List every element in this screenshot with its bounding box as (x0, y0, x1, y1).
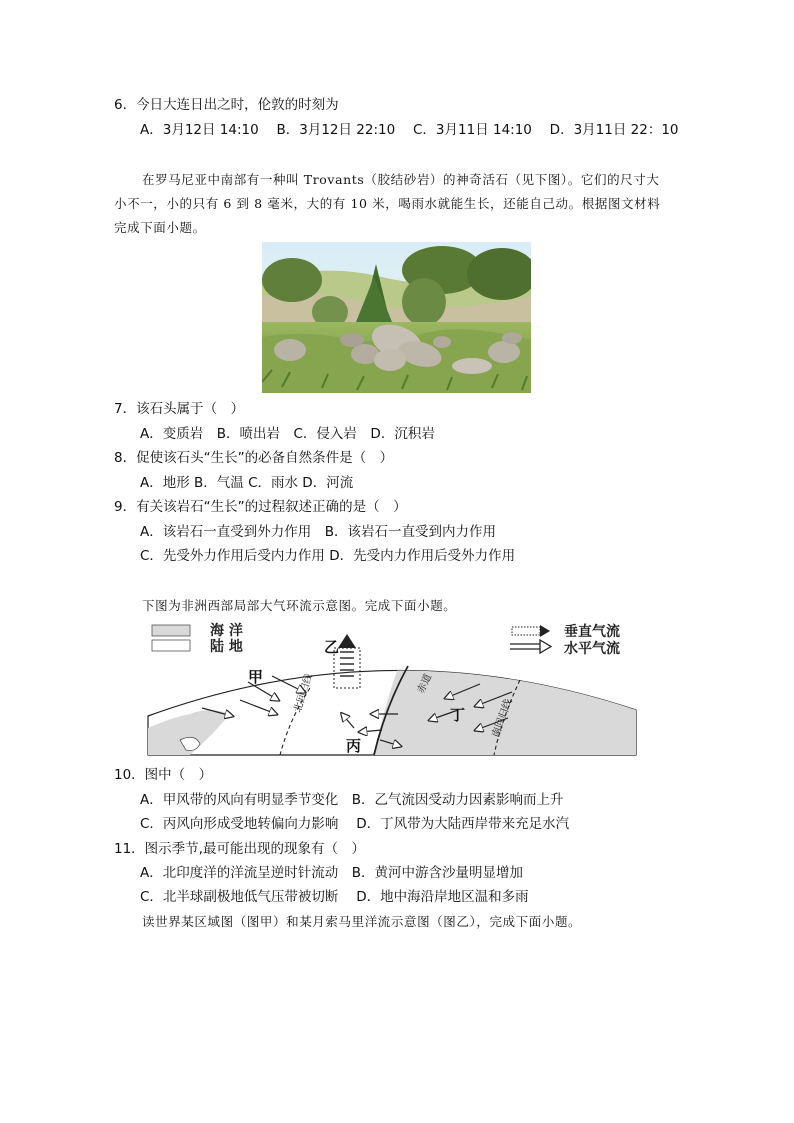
q6-stem: 6．今日大连日出之时，伦敦的时刻为 (114, 97, 339, 113)
trovants-rocks-photo (262, 242, 531, 393)
q10-options-line2: C．丙风向形成受地转偏向力影响 D．丁风带为大陆西岸带来充足水汽 (140, 816, 570, 832)
passage1-line2: 小不一，小的只有 6 到 8 毫米，大的有 10 米，喝雨水就能生长，还能自己动。根据图文材料 (114, 196, 661, 211)
q9-options-line2: C．先受外力作用后受内力作用 D．先受内力作用后受外力作用 (140, 548, 516, 564)
q7-options: A．变质岩 B．喷出岩 C．侵入岩 D．沉积岩 (140, 426, 435, 442)
legend-land-swatch (152, 640, 190, 651)
q8-options: A．地形 B．气温 C．雨水 D．河流 (140, 475, 354, 491)
vertical-airflow-legend-icon (512, 625, 550, 637)
equator-label: 赤道 (415, 672, 435, 696)
legend (152, 622, 620, 657)
label-bing: 丙 (346, 737, 362, 755)
legend-land-label: 陆 地 (210, 639, 243, 655)
legend-horizontal-label: 水平气流 (564, 641, 620, 657)
q9-options-line1: A．该岩石一直受到外力作用 B．该岩石一直受到内力作用 (140, 524, 496, 540)
label-ding: 丁 (450, 706, 466, 724)
passage3-text: 读世界某区域图（图甲）和某月索马里洋流示意图（图乙），完成下面小题。 (142, 914, 582, 929)
label-jia: 甲 (248, 668, 264, 686)
north-tropic-label: 北回归线 (292, 672, 316, 714)
q10-options-line1: A．甲风带的风向有明显季节变化 B．乙气流因受动力因素影响而上升 (140, 792, 564, 808)
passage1-line3: 完成下面小题。 (114, 220, 206, 235)
q10-stem: 10．图中（ ） (114, 767, 213, 783)
passage1-line1: 在罗马尼亚中南部有一种叫 Trovants（胶结砂岩）的神奇活石（见下图）。它们的尺寸大 (142, 172, 660, 187)
q11-stem: 11．图示季节,最可能出现的现象有（ ） (114, 841, 365, 857)
legend-ocean-label: 海 洋 (210, 623, 243, 639)
q11-options-line2: C．北半球副极地低气压带被切断 D．地中海沿岸地区温和多雨 (140, 889, 529, 905)
atmospheric-circulation-diagram (140, 618, 640, 760)
q8-stem: 8．促使该石头“生长”的必备自然条件是（ ） (114, 450, 394, 466)
horizontal-airflow-legend-icon (510, 640, 551, 653)
passage2-text: 下图为非洲西部局部大气环流示意图。完成下面小题。 (142, 598, 457, 613)
legend-vertical-label: 垂直气流 (564, 624, 620, 640)
q6-options: A．3月12日 14:10 B．3月12日 22:10 C．3月11日 14:10 D．3月11日 22：10 (140, 122, 679, 138)
q7-stem: 7．该石头属于（ ） (114, 401, 245, 417)
legend-ocean-swatch (152, 625, 190, 636)
q9-stem: 9．有关该岩石“生长”的过程叙述正确的是（ ） (114, 499, 407, 515)
label-yi: 乙 (324, 638, 340, 656)
q11-options-line1: A．北印度洋的洋流呈逆时针流动 B．黄河中游含沙量明显增加 (140, 865, 523, 881)
south-tropic-label: 南回归线 (490, 697, 515, 740)
